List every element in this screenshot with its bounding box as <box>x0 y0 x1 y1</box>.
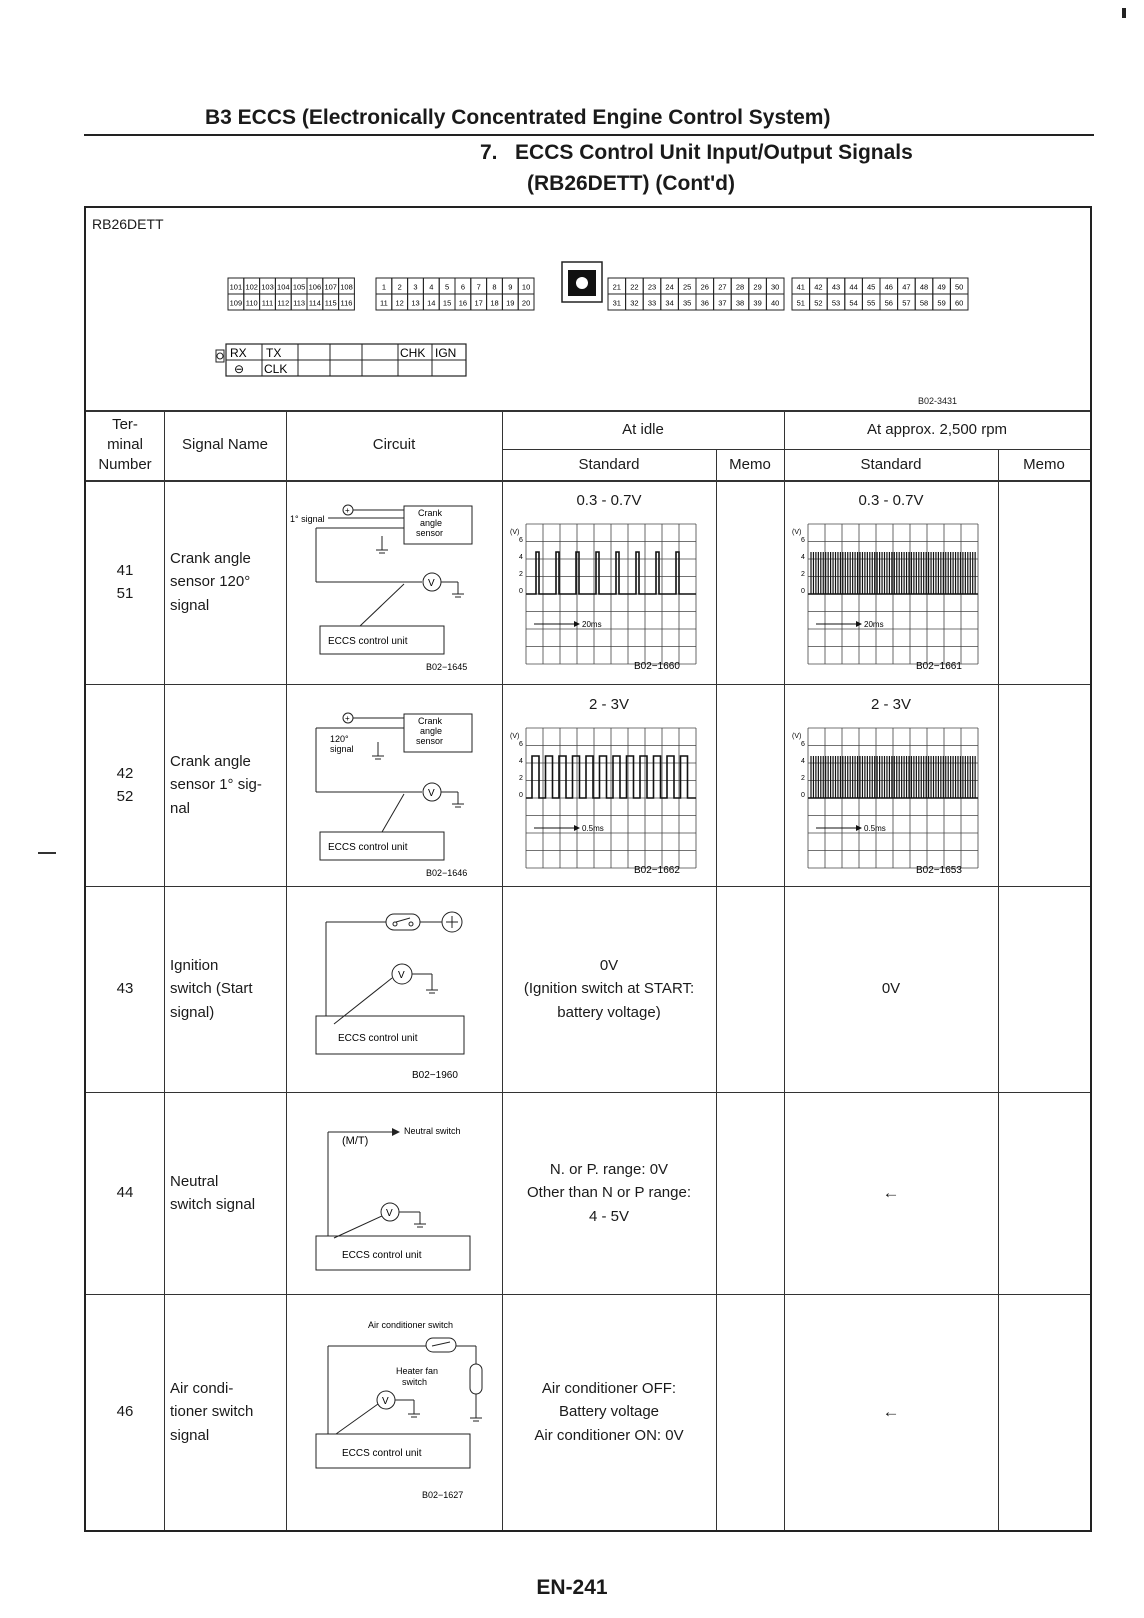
header-circuit: Circuit <box>372 436 416 454</box>
connector-pin-label: 21 <box>612 282 621 292</box>
svg-text:B02−1960: B02−1960 <box>412 1070 458 1081</box>
svg-text:120°signal: 120° signal <box>330 734 354 754</box>
page-number: EN-241 <box>536 1576 608 1599</box>
connector-pin-label: 56 <box>884 298 893 308</box>
connector-pin-label: 45 <box>867 282 876 292</box>
scope-tick-label: 2 <box>801 775 805 782</box>
scope-code: B02−1660 <box>634 661 680 672</box>
svg-text:ECCS control unit: ECCS control unit <box>338 1033 418 1044</box>
svg-text:Crank: Crank <box>418 508 443 518</box>
connector-pin-label: 112 <box>277 298 290 308</box>
diag-minus: ⊖ <box>234 362 245 376</box>
scope-tick-label: 0 <box>519 792 523 799</box>
connector-pin-label: 105 <box>292 282 306 292</box>
connector-pin-label: 59 <box>937 298 946 308</box>
scope-y-label: (V) <box>792 529 802 536</box>
margin-mark <box>38 852 56 854</box>
scope-y-label: (V) <box>792 733 802 740</box>
scope-code: B02−1662 <box>634 865 680 876</box>
row-terminal: 46 <box>116 1403 134 1421</box>
connector-pin-label: 8 <box>492 282 497 292</box>
scope-time-label: 20ms <box>864 620 884 629</box>
connector-pin-label: 110 <box>245 298 258 308</box>
header-idle: At idle <box>622 420 664 438</box>
scope-y-label: (V) <box>510 529 520 536</box>
svg-text:sensor: sensor <box>416 528 444 538</box>
connector-pin-label: 11 <box>380 298 388 308</box>
scope-y-label: (V) <box>510 733 520 740</box>
connector-pin-label: 35 <box>683 298 692 308</box>
svg-text:Heater fan: Heater fan <box>396 1366 439 1376</box>
row-signal-name: Neutral switch signal <box>170 1172 256 1213</box>
col-line-4 <box>716 449 717 1530</box>
header-idle-memo: Memo <box>729 455 771 473</box>
scope-tick-label: 4 <box>801 554 805 561</box>
ecu-connector-diagram <box>86 208 1090 408</box>
scope-time-label: 20ms <box>582 620 602 629</box>
connector-pin-label: 2 <box>397 282 402 292</box>
connector-pin-label: 13 <box>411 298 420 308</box>
connector-pin-label: 60 <box>955 298 964 308</box>
connector-pin-label: 19 <box>506 298 515 308</box>
scope-time-label: 0.5ms <box>582 824 604 833</box>
connector-pin-label: 108 <box>340 282 353 292</box>
connector-pin-label: 44 <box>849 282 858 292</box>
connector-pin-label: 57 <box>902 298 911 308</box>
connector-pin-label: 103 <box>261 282 274 292</box>
svg-text:V: V <box>398 970 405 981</box>
row-signal-name: Crank angle sensor 120° signal <box>170 550 251 614</box>
panel-code: B02-3431 <box>918 396 958 406</box>
svg-text:switch: switch <box>402 1377 428 1387</box>
connector-pin-label: 9 <box>508 282 513 292</box>
svg-text:V: V <box>428 788 435 799</box>
scope-tick-label: 4 <box>519 758 523 765</box>
scope-tick-label: 4 <box>801 758 805 765</box>
connector-pin-label: 58 <box>919 298 929 308</box>
connector-pin-label: 6 <box>460 282 465 292</box>
idle-standard-value: N. or P. range: 0V Other than N or P range: 4 - 5V <box>527 1161 691 1225</box>
header-idle-standard: Standard <box>578 455 640 473</box>
rpm-oscilloscope <box>784 480 998 684</box>
svg-text:+: + <box>345 714 350 723</box>
diag-rx: RX <box>230 346 247 360</box>
connector-pin-label: 25 <box>683 282 692 292</box>
svg-text:V: V <box>428 578 435 589</box>
subtitle-line-2: (RB26DETT) (Cont'd) <box>527 172 735 195</box>
row-signal-name: Air condi- tioner switch signal <box>170 1380 254 1444</box>
connector-pin-label: 20 <box>521 298 531 308</box>
rpm-standard-value: ← <box>882 1182 900 1202</box>
connector-pin-label: 27 <box>718 282 727 292</box>
connector-pin-label: 1 <box>381 282 386 292</box>
connector-pin-label: 115 <box>324 298 337 308</box>
section-title: B3 ECCS (Electronically Concentrated Engine Control System) <box>205 106 831 129</box>
circuit-diagram <box>286 480 502 684</box>
scope-tick-label: 6 <box>801 537 805 544</box>
idle-standard-value: 0V (Ignition switch at START: battery voltage) <box>523 957 695 1021</box>
connector-pin-label: 12 <box>395 298 404 308</box>
scope-tick-label: 6 <box>519 741 523 748</box>
scope-tick-label: 2 <box>519 571 523 578</box>
header-rpm: At approx. 2,500 rpm <box>866 420 1008 438</box>
row-signal-name: Ignition switch (Start signal) <box>170 957 253 1021</box>
connector-pin-label: 22 <box>630 282 639 292</box>
idle-standard-value: Air conditioner OFF: Battery voltage Air conditioner ON: 0V <box>534 1380 684 1444</box>
rpm-standard-value: 0V <box>881 980 901 998</box>
svg-text:B02−1627: B02−1627 <box>422 1490 464 1500</box>
connector-pin-label: 14 <box>427 298 436 308</box>
connector-pin-label: 46 <box>884 282 893 292</box>
connector-pin-label: 15 <box>442 298 452 308</box>
idle-oscilloscope <box>502 480 716 684</box>
svg-text:ECCS control unit: ECCS control unit <box>342 1448 422 1459</box>
scope-tick-label: 6 <box>801 741 805 748</box>
connector-pin-label: 54 <box>849 298 858 308</box>
connector-pin-label: 109 <box>229 298 243 308</box>
rpm-standard-value: 0.3 - 0.7V <box>858 492 924 509</box>
rpm-standard-value: ← <box>882 1401 900 1421</box>
connector-pin-label: 23 <box>647 282 657 292</box>
connector-pin-label: 10 <box>521 282 531 292</box>
circuit-diagram <box>286 684 502 886</box>
connector-pin-label: 38 <box>735 298 745 308</box>
svg-text:1° signal: 1° signal <box>290 514 325 524</box>
scope-tick-label: 0 <box>801 792 805 799</box>
col-line-6 <box>998 449 999 1530</box>
connector-pin-label: 106 <box>308 282 322 292</box>
scope-tick-label: 0 <box>519 588 523 595</box>
connector-pin-label: 37 <box>718 298 727 308</box>
corner-mark <box>1122 8 1126 18</box>
svg-text:angle: angle <box>420 726 443 736</box>
connector-pin-label: 17 <box>474 298 483 308</box>
connector-pin-label: 113 <box>293 298 306 308</box>
svg-text:Neutral switch: Neutral switch <box>404 1126 461 1136</box>
svg-text:angle: angle <box>420 518 443 528</box>
connector-pin-label: 50 <box>955 282 964 292</box>
connector-pin-label: 52 <box>814 298 823 308</box>
connector-pin-label: 16 <box>458 298 468 308</box>
svg-text:ECCS control unit: ECCS control unit <box>328 636 408 647</box>
circuit-diagram <box>286 1294 502 1530</box>
header-terminal: Ter- minal Number <box>98 415 152 474</box>
svg-text:B02−1646: B02−1646 <box>426 868 468 878</box>
svg-text:(M/T): (M/T) <box>342 1135 369 1147</box>
idle-standard-value: 2 - 3V <box>588 696 630 713</box>
scope-tick-label: 2 <box>519 775 523 782</box>
scope-code: B02−1661 <box>916 661 962 672</box>
scope-tick-label: 0 <box>801 588 805 595</box>
connector-pin-label: 28 <box>735 282 745 292</box>
connector-pin-label: 114 <box>308 298 321 308</box>
connector-pin-label: 7 <box>476 282 481 292</box>
connector-pin-label: 51 <box>796 298 805 308</box>
connector-pin-label: 42 <box>814 282 823 292</box>
scope-tick-label: 2 <box>801 571 805 578</box>
connector-pin-label: 31 <box>612 298 621 308</box>
row-terminal: 41 51 <box>116 561 134 602</box>
circuit-diagram <box>286 886 502 1092</box>
diag-chk: CHK <box>400 346 426 360</box>
connector-pin-label: 47 <box>902 282 911 292</box>
row-signal-name: Crank angle sensor 1° sig- nal <box>170 753 262 817</box>
connector-pin-label: 101 <box>229 282 243 292</box>
connector-pin-label: 33 <box>647 298 657 308</box>
row-terminal: 44 <box>116 1184 134 1202</box>
svg-text:Crank: Crank <box>418 716 443 726</box>
signal-table-frame <box>84 206 1092 1532</box>
connector-pin-label: 18 <box>490 298 499 308</box>
rpm-standard-value: 2 - 3V <box>870 696 912 713</box>
idle-standard-value: 0.3 - 0.7V <box>576 492 642 509</box>
header-rpm-standard: Standard <box>860 455 922 473</box>
connector-pin-label: 24 <box>665 282 674 292</box>
svg-text:V: V <box>386 1208 393 1219</box>
connector-pin-label: 36 <box>700 298 709 308</box>
subtitle-line-1: 7. ECCS Control Unit Input/Output Signals <box>480 141 913 164</box>
connector-pin-label: 102 <box>245 282 258 292</box>
header-signal: Signal Name <box>182 436 268 454</box>
connector-pin-label: 104 <box>277 282 290 292</box>
connector-pin-label: 26 <box>700 282 709 292</box>
svg-text:sensor: sensor <box>416 736 444 746</box>
connector-pin-label: 55 <box>867 298 876 308</box>
rpm-oscilloscope <box>784 684 998 886</box>
connector-pin-label: 34 <box>665 298 674 308</box>
connector-pin-label: 39 <box>753 298 762 308</box>
scope-tick-label: 4 <box>519 554 523 561</box>
connector-pin-label: 4 <box>429 282 434 292</box>
connector-pin-label: 48 <box>919 282 929 292</box>
row-terminal: 42 52 <box>116 764 134 805</box>
scope-time-label: 0.5ms <box>864 824 886 833</box>
svg-text:Air conditioner switch: Air conditioner switch <box>368 1320 454 1330</box>
connector-pin-label: 30 <box>771 282 780 292</box>
idle-oscilloscope <box>502 684 716 886</box>
svg-text:ECCS control unit: ECCS control unit <box>342 1250 422 1261</box>
connector-pin-label: 40 <box>771 298 780 308</box>
diag-clk: CLK <box>264 362 288 376</box>
connector-pin-label: 5 <box>445 282 450 292</box>
connector-pin-label: 107 <box>324 282 337 292</box>
row-terminal: 43 <box>116 980 134 998</box>
svg-text:V: V <box>382 1396 389 1407</box>
connector-pin-label: 43 <box>831 282 841 292</box>
connector-pin-label: 41 <box>796 282 805 292</box>
connector-pin-label: 49 <box>937 282 946 292</box>
header-rule <box>84 134 1094 136</box>
connector-pin-label: 3 <box>413 282 418 292</box>
circuit-diagram <box>286 1092 502 1294</box>
scope-tick-label: 6 <box>519 537 523 544</box>
diag-ign: IGN <box>435 346 457 360</box>
svg-text:ECCS control unit: ECCS control unit <box>328 842 408 853</box>
connector-pin-label: 116 <box>340 298 353 308</box>
scope-code: B02−1653 <box>916 865 962 876</box>
model-label: RB26DETT <box>92 216 164 232</box>
header-rpm-memo: Memo <box>1023 455 1065 473</box>
connector-pin-label: 53 <box>831 298 841 308</box>
connector-pin-label: 32 <box>630 298 639 308</box>
svg-text:B02−1645: B02−1645 <box>426 662 468 672</box>
connector-pin-label: 29 <box>753 282 762 292</box>
diag-tx: TX <box>266 346 282 360</box>
svg-text:+: + <box>345 506 350 515</box>
connector-pin-label: 111 <box>261 298 274 308</box>
